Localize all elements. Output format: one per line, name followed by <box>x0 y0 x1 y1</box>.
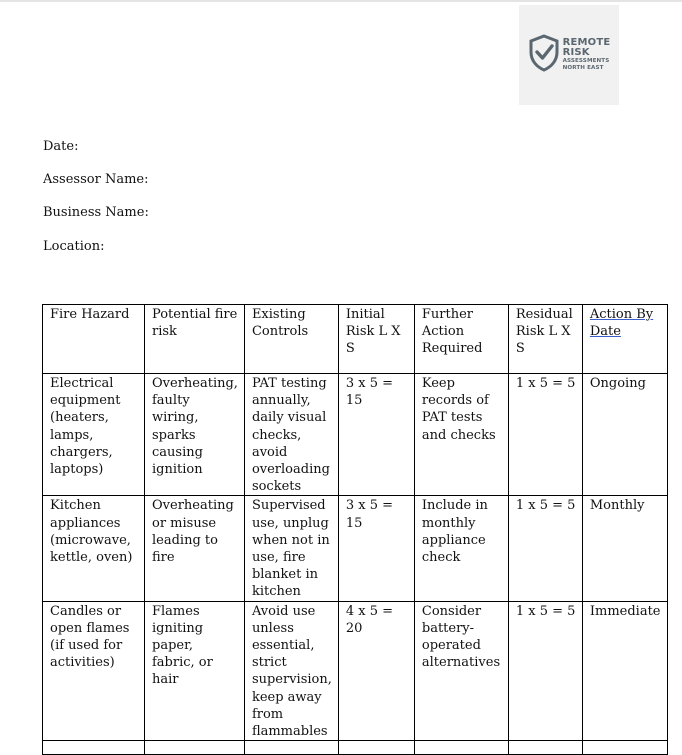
business-name-label: Business Name: <box>43 205 149 220</box>
table-cell: 1 x 5 = 5 <box>508 601 582 741</box>
table-cell: PAT testing annually, daily visual checks, avoid overloading sockets <box>244 374 338 496</box>
table-cell: Immediate <box>582 601 667 741</box>
table-cell: Ongoing <box>582 374 667 496</box>
table-cell: Consider battery-operated alternatives <box>414 601 508 741</box>
table-cell: Supervised use, unplug when not in use, fire blanket in kitchen <box>244 496 338 601</box>
table-cell <box>414 741 508 755</box>
table-cell <box>508 741 582 755</box>
table-row <box>43 601 668 741</box>
location-label: Location: <box>43 239 105 254</box>
table-cell: Keep records of PAT tests and checks <box>414 374 508 496</box>
company-logo <box>519 5 619 105</box>
table-cell: Electrical equipment (heaters, lamps, chargers, laptops) <box>43 374 145 496</box>
table-cell: 3 x 5 = 15 <box>338 496 414 601</box>
header-existing-controls: Existing Controls <box>244 305 338 374</box>
assessor-name-label: Assessor Name: <box>43 172 149 187</box>
table-cell: Monthly <box>582 496 667 601</box>
table-cell: Flames igniting paper, fabric, or hair <box>145 601 245 741</box>
logo-line-2: RISK <box>562 47 590 59</box>
table-cell: 1 x 5 = 5 <box>508 496 582 601</box>
table-cell: Candles or open flames (if used for activities) <box>43 601 145 741</box>
date-label: Date: <box>43 139 79 154</box>
table-cell: Overheating, faulty wiring, sparks causing ignition <box>145 374 245 496</box>
header-initial-risk: Initial Risk L X S <box>338 305 414 374</box>
table-cell: Overheating or misuse leading to fire <box>145 496 245 601</box>
fire-risk-table <box>42 304 668 755</box>
logo-line-1: REMOTE <box>562 37 611 49</box>
page-top-border <box>0 0 682 2</box>
table-cell: Kitchen appliances (microwave, kettle, oven) <box>43 496 145 601</box>
table-cell <box>338 741 414 755</box>
table-cell: 4 x 5 = 20 <box>338 601 414 741</box>
table-row <box>43 374 668 496</box>
table-cell <box>43 741 145 755</box>
table-header-row <box>43 305 668 374</box>
table-cell: 3 x 5 = 15 <box>338 374 414 496</box>
table-cell: Avoid use unless essential, strict supervision, keep away from flammables <box>244 601 338 741</box>
table-cell <box>145 741 245 755</box>
table-cell <box>244 741 338 755</box>
shield-check-icon <box>528 34 560 76</box>
table-row <box>43 496 668 601</box>
header-further-action: Further Action Required <box>414 305 508 374</box>
table-cell: 1 x 5 = 5 <box>508 374 582 496</box>
header-action-by-date: Action By Date <box>582 305 667 374</box>
header-potential-fire-risk: Potential fire risk <box>145 305 245 374</box>
header-fire-hazard: Fire Hazard <box>43 305 145 374</box>
table-row <box>43 741 668 755</box>
logo-line-4: NORTH EAST <box>562 65 604 71</box>
table-cell <box>582 741 667 755</box>
header-residual-risk: Residual Risk L X S <box>508 305 582 374</box>
logo-line-3: ASSESSMENTS <box>562 58 610 65</box>
table-cell: Include in monthly appliance check <box>414 496 508 601</box>
